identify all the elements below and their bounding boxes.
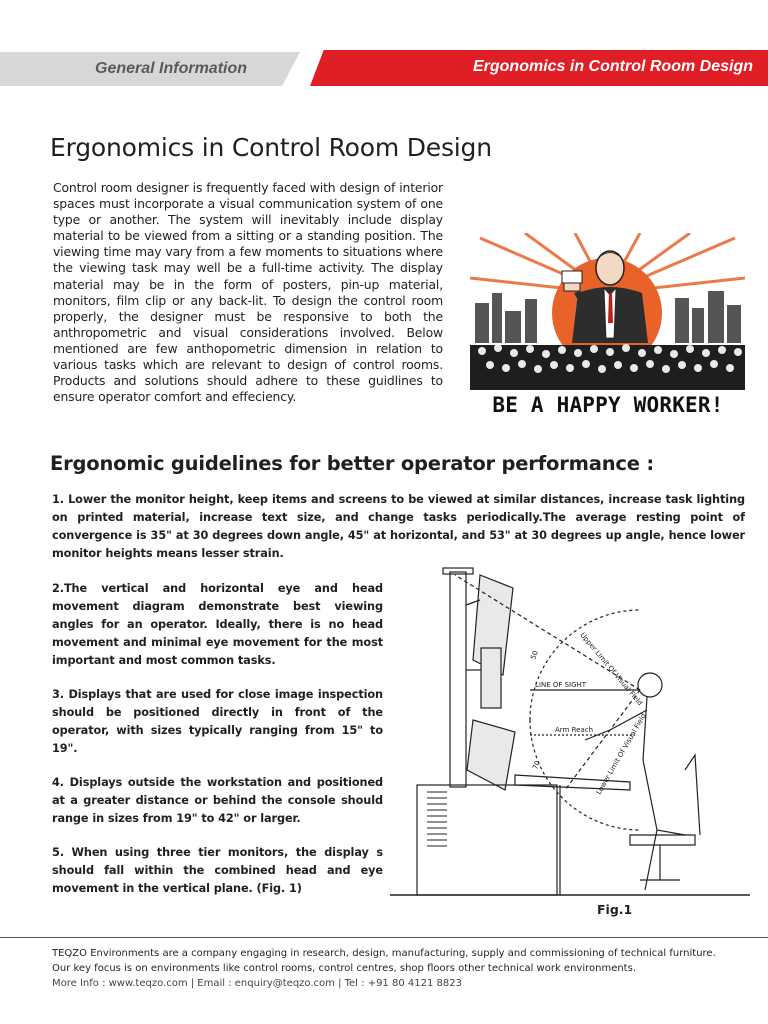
line-of-sight-label: LINE OF SIGHT [535, 681, 587, 689]
guideline-item: 4. Displays outside the workstation and positioned at a greater distance or behind the console should range in sizes from 19" to 42" or larger. [52, 776, 383, 825]
page-title: Ergonomics in Control Room Design [50, 133, 492, 162]
guideline-item: 3. Displays that are used for close image inspection should be positioned directly in front of the operator, with sizes typically ranging from 15" to 19". [52, 688, 383, 755]
section-heading: Ergonomic guidelines for better operator performance : [50, 452, 654, 475]
arm-reach-label: Arm Reach [555, 726, 594, 734]
console-diagram [385, 560, 755, 905]
header-section-label: General Information [95, 60, 248, 77]
footer [52, 946, 752, 991]
footer-line: Our key focus is on environments like control rooms, control centres, shop floors other technical work environments. [52, 963, 636, 974]
footer-contact: More Info : www.teqzo.com | Email : enquiry@teqzo.com | Tel : +91 80 4121 8823 [52, 978, 462, 989]
guideline-list [52, 580, 383, 914]
guideline-item: 5. When using three tier monitors, the display s should fall within the combined head and eye movement in the vertical plane. (Fig. 1) [52, 846, 383, 895]
ergonomics-figure [385, 560, 755, 905]
footer-line: TEQZO Environments are a company engaging in research, design, manufacturing, supply and commissioning of technical furniture. [52, 948, 716, 959]
footer-divider [0, 937, 768, 938]
lower-limit-label: Lower Limit Of Visual Field [594, 712, 648, 796]
figure-caption: Fig.1 [597, 902, 633, 917]
guideline-item: 1. Lower the monitor height, keep items and screens to be viewed at similar distances, increase task lighting on printed material, increase text size, and change tasks periodically.The average resting point of convergence is 35" at 30 degrees down angle, 45" at horizontal, and 53" at 30 degrees up angle, hence lower monitor heights means lesser strain. [52, 493, 745, 560]
header-title-label: Ergonomics in Control Room Design [472, 58, 753, 75]
upper-limit-label: Upper Limit Of Visual Field [578, 631, 645, 708]
guideline-item: 2.The vertical and horizontal eye and head movement diagram demonstrate best viewing angles for an operator. Ideally, there is no head movement and minimal eye movement for the most important and most common tasks. [52, 582, 383, 667]
angle-up-label: 50 [529, 649, 540, 661]
poster-caption: BE A HAPPY WORKER! [492, 393, 724, 417]
angle-down-label: 70 [531, 759, 542, 771]
intro-paragraph: Control room designer is frequently faced with design of interior spaces must incorporate a visual communication system of one type or another. The system will inevitably include display material to be viewed from a sitting or a standing position. The viewing time may vary from a few moments to situations where the viewing task may well be a full-time activity. The display material may be in the form of posters, pin-up material, monitors, film clip or any back-lit. To design the control room properly, the designer must be responsive to both the anthropometric and visual considerations involved. Below mentioned are few anthopometric dimension in relation to various tasks which are relevant to design of control rooms. Products and solutions should adhere to these guidlines to ensure operator comfort and effeciency. [53, 180, 443, 405]
